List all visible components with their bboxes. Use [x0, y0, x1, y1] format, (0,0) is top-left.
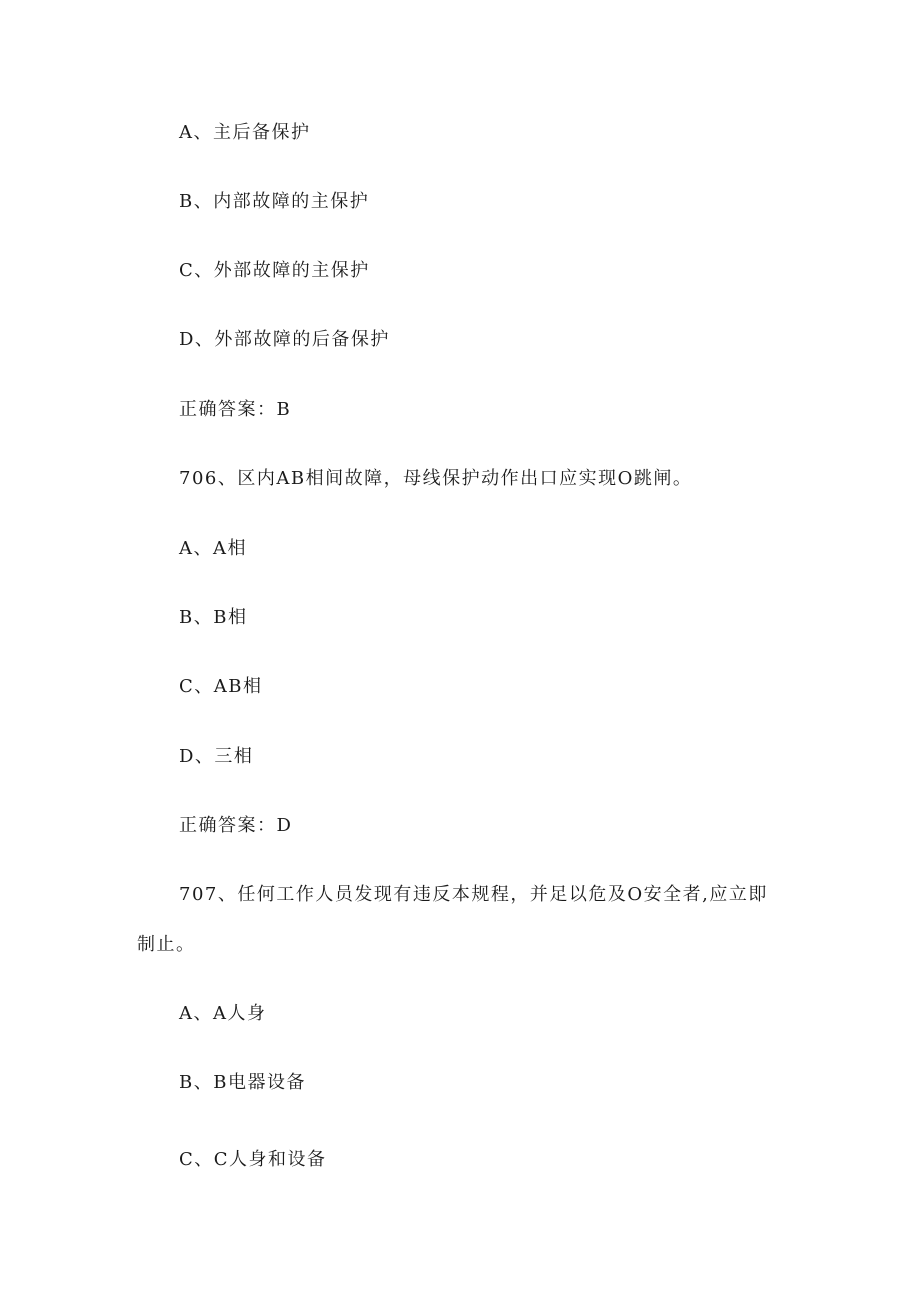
- q707-option-b: B、B电器设备: [179, 1072, 306, 1093]
- q706-option-c: C、AB相: [179, 676, 263, 697]
- question-706: 706、区内AB相间故障，母线保护动作出口应实现O跳闸。: [179, 468, 693, 489]
- q707-option-a: A、A人身: [179, 1003, 267, 1024]
- q706-option-a: A、A相: [179, 538, 247, 559]
- answer-line: 正确答案：B: [179, 399, 292, 420]
- option-b: B、内部故障的主保护: [179, 191, 370, 212]
- q706-option-d: D、三相: [179, 746, 254, 767]
- question-707-line2: 制止。: [137, 934, 196, 955]
- option-d: D、外部故障的后备保护: [179, 329, 390, 350]
- option-c: C、外部故障的主保护: [179, 260, 370, 281]
- question-707-line1: 707、任何工作人员发现有违反本规程，并足以危及O安全者,应立即: [179, 884, 768, 905]
- option-a: A、主后备保护: [179, 122, 311, 143]
- q706-option-b: B、B相: [179, 607, 248, 628]
- q706-answer: 正确答案：D: [179, 815, 293, 836]
- q707-option-c: C、C人身和设备: [179, 1149, 327, 1170]
